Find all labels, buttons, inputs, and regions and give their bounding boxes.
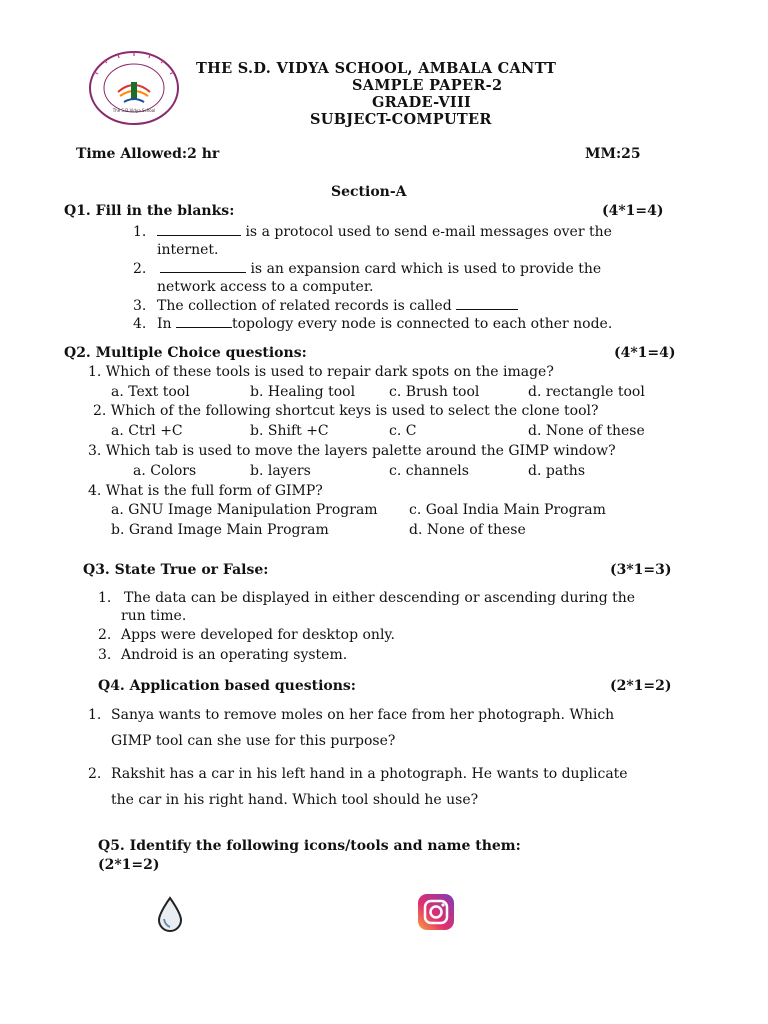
- q2-marks: (4*1=4): [614, 345, 676, 361]
- q3-item-1-cont: run time.: [121, 608, 187, 624]
- option: d. None of these: [528, 423, 645, 439]
- q1-item-num: 1.: [133, 224, 147, 240]
- q3-item-3: Android is an operating system.: [121, 647, 348, 663]
- q3-item-1: The data can be displayed in either descending or ascending during the: [124, 590, 636, 606]
- q1-item-num: 3.: [133, 298, 147, 314]
- option: a. Colors: [133, 463, 197, 479]
- q4-item-num: 1.: [88, 707, 102, 723]
- option: c. Goal India Main Program: [409, 502, 606, 518]
- q1-item-1: is a protocol used to send e-mail messages over the: [157, 224, 612, 240]
- q1-title: Q1. Fill in the blanks:: [64, 203, 235, 219]
- q3-marks: (3*1=3): [610, 562, 672, 578]
- q2-title: Q2. Multiple Choice questions:: [64, 345, 307, 361]
- option: b. Healing tool: [250, 384, 356, 400]
- q1-item-2: is an expansion card which is used to provide the: [160, 261, 601, 277]
- option: a. Ctrl +C: [111, 423, 183, 439]
- option: b. Grand Image Main Program: [111, 522, 329, 538]
- q4-item-1: Sanya wants to remove moles on her face from her photograph. Which: [111, 707, 615, 723]
- q3-item-num: 3.: [98, 647, 112, 663]
- answer-blank: [160, 261, 246, 273]
- option: d. paths: [528, 463, 585, 479]
- option: c. C: [389, 423, 417, 439]
- answer-blank: [176, 316, 232, 328]
- option: d. None of these: [409, 522, 526, 538]
- option: c. Brush tool: [389, 384, 480, 400]
- q4-item-2-cont: the car in his right hand. Which tool should he use?: [111, 792, 479, 808]
- option: a. GNU Image Manipulation Program: [111, 502, 378, 518]
- q1-item-num: 4.: [133, 316, 147, 332]
- q1-item-3: The collection of related records is called: [157, 298, 518, 314]
- q1-item-1-cont: internet.: [157, 242, 219, 258]
- q4-item-1-cont: GIMP tool can she use for this purpose?: [111, 733, 396, 749]
- q3-item-num: 2.: [98, 627, 112, 643]
- subject-title: SUBJECT-COMPUTER: [310, 111, 492, 128]
- q1-item-num: 2.: [133, 261, 147, 277]
- q4-title: Q4. Application based questions:: [98, 678, 356, 694]
- option: d. rectangle tool: [528, 384, 645, 400]
- school-name: THE S.D. VIDYA SCHOOL, AMBALA CANTT: [196, 60, 557, 77]
- q2-question-1: 1. Which of these tools is used to repair dark spots on the image?: [88, 364, 554, 380]
- q2-question-4: 4. What is the full form of GIMP?: [88, 483, 323, 499]
- q2-question-2: 2. Which of the following shortcut keys is used to select the clone tool?: [93, 403, 599, 419]
- q1-marks: (4*1=4): [602, 203, 664, 219]
- option: b. layers: [250, 463, 311, 479]
- answer-blank: [456, 298, 518, 310]
- paper-title: SAMPLE PAPER-2: [352, 77, 503, 94]
- q5-marks: (2*1=2): [98, 857, 160, 873]
- grade-title: GRADE-VIII: [372, 94, 472, 111]
- q1-item-2-cont: network access to a computer.: [157, 279, 374, 295]
- q2-question-3: 3. Which tab is used to move the layers palette around the GIMP window?: [88, 443, 616, 459]
- q3-item-num: 1.: [98, 590, 112, 606]
- q3-item-2: Apps were developed for desktop only.: [121, 627, 395, 643]
- option: c. channels: [389, 463, 469, 479]
- water-drop-icon: [157, 896, 183, 932]
- school-logo: [88, 50, 180, 126]
- option: b. Shift +C: [250, 423, 329, 439]
- section-title: Section-A: [331, 184, 407, 200]
- q3-title: Q3. State True or False:: [83, 562, 269, 578]
- q4-item-2: Rakshit has a car in his left hand in a photograph. He wants to duplicate: [111, 766, 628, 782]
- max-marks: MM:25: [585, 146, 641, 162]
- instagram-icon: [417, 893, 455, 931]
- q4-item-num: 2.: [88, 766, 102, 782]
- q5-title: Q5. Identify the following icons/tools and name them:: [98, 838, 521, 854]
- option: a. Text tool: [111, 384, 190, 400]
- q1-item-4: In topology every node is connected to each other node.: [157, 316, 613, 332]
- answer-blank: [157, 224, 241, 236]
- q4-marks: (2*1=2): [610, 678, 672, 694]
- svg-text:The S.D.Vidya School: The S.D.Vidya School: [112, 108, 156, 113]
- time-allowed: Time Allowed:2 hr: [76, 146, 220, 162]
